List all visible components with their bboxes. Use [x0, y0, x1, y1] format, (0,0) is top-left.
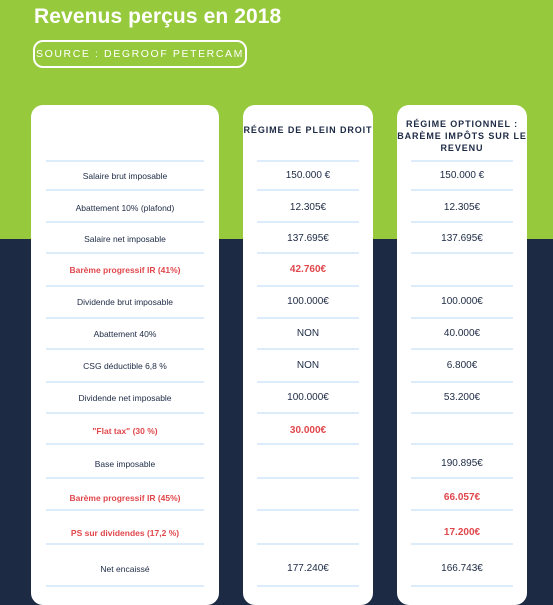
- row-labels-card: [31, 105, 219, 605]
- optionnel-value: 100.000€: [441, 296, 483, 307]
- optionnel-card: [397, 105, 527, 605]
- optionnel-heading: RÉGIME OPTIONNEL : BARÈME IMPÔTS SUR LE REVENU: [397, 119, 527, 153]
- plein-value: 100.000€: [287, 296, 329, 307]
- row-label: PS sur dividendes (17,2 %): [70, 528, 180, 538]
- optionnel-value: 66.057€: [443, 492, 481, 503]
- row-label: Salaire net imposable: [84, 234, 166, 244]
- row-label: Barème progressif IR (41%): [69, 265, 181, 275]
- row-divider: [411, 543, 513, 545]
- row-divider: [257, 317, 359, 319]
- row-label: Barème progressif IR (45%): [69, 493, 181, 503]
- plein-droit-card: [243, 105, 373, 605]
- row-divider: [46, 317, 204, 319]
- optionnel-value: 6.800€: [446, 360, 478, 371]
- row-divider: [257, 348, 359, 350]
- row-divider: [411, 252, 513, 254]
- plein-value: 137.695€: [287, 233, 329, 244]
- row-divider: [257, 477, 359, 479]
- plein-value: NON: [296, 328, 320, 339]
- row-label: Base imposable: [94, 459, 156, 469]
- optionnel-value: [397, 260, 527, 280]
- row-divider: [46, 348, 204, 350]
- row-divider: [46, 252, 204, 254]
- row-label: Abattement 10% (plafond): [75, 203, 175, 213]
- optionnel-value: 17.200€: [443, 527, 481, 538]
- row-label: Abattement 40%: [93, 329, 157, 339]
- row-divider: [411, 477, 513, 479]
- plein-value: [243, 454, 373, 474]
- row-divider: [411, 221, 513, 223]
- optionnel-value: 53.200€: [443, 392, 481, 403]
- row-divider: [257, 252, 359, 254]
- row-divider: [46, 160, 204, 162]
- row-divider: [411, 509, 513, 511]
- optionnel-value: 190.895€: [441, 458, 483, 469]
- row-divider: [257, 189, 359, 191]
- plein-value: [243, 488, 373, 508]
- row-divider: [46, 543, 204, 545]
- row-divider: [257, 412, 359, 414]
- row-divider: [257, 443, 359, 445]
- row-divider: [411, 317, 513, 319]
- plein-value: 42.760€: [289, 264, 327, 275]
- row-label: "Flat tax" (30 %): [92, 426, 158, 436]
- row-divider: [257, 509, 359, 511]
- row-label: Dividende net imposable: [78, 393, 172, 403]
- plein-value: 100.000€: [287, 392, 329, 403]
- plein-value: NON: [296, 360, 320, 371]
- plein-value: [243, 523, 373, 543]
- row-label: Dividende brut imposable: [77, 297, 173, 307]
- row-divider: [257, 221, 359, 223]
- row-divider: [46, 381, 204, 383]
- page-title: Revenus perçus en 2018: [34, 5, 282, 28]
- optionnel-value: [397, 421, 527, 441]
- row-divider: [46, 509, 204, 511]
- row-divider: [46, 477, 204, 479]
- optionnel-value: 150.000 €: [439, 170, 485, 181]
- source-badge: SOURCE : DEGROOF PETERCAM: [33, 40, 247, 68]
- row-divider: [411, 189, 513, 191]
- row-divider: [257, 381, 359, 383]
- row-divider: [257, 160, 359, 162]
- row-divider: [411, 285, 513, 287]
- row-divider: [46, 585, 204, 587]
- row-divider: [411, 348, 513, 350]
- row-divider: [411, 443, 513, 445]
- plein-value: 12.305€: [289, 202, 327, 213]
- row-label: Salaire brut imposable: [82, 171, 168, 181]
- row-label: Net encaissé: [100, 564, 150, 574]
- row-divider: [46, 221, 204, 223]
- optionnel-value: 40.000€: [443, 328, 481, 339]
- optionnel-value: 137.695€: [441, 233, 483, 244]
- optionnel-value: 166.743€: [441, 563, 483, 574]
- plein-value: 150.000 €: [285, 170, 331, 181]
- row-divider: [46, 412, 204, 414]
- row-divider: [257, 285, 359, 287]
- row-divider: [257, 543, 359, 545]
- row-divider: [411, 412, 513, 414]
- row-label: CSG déductible 6,8 %: [83, 361, 167, 371]
- row-divider: [46, 189, 204, 191]
- plein-droit-heading: RÉGIME DE PLEIN DROIT: [243, 125, 373, 135]
- row-divider: [411, 160, 513, 162]
- row-divider: [411, 585, 513, 587]
- row-divider: [46, 285, 204, 287]
- row-divider: [46, 443, 204, 445]
- optionnel-value: 12.305€: [443, 202, 481, 213]
- plein-value: 30.000€: [289, 425, 327, 436]
- plein-value: 177.240€: [287, 563, 329, 574]
- row-divider: [257, 585, 359, 587]
- row-divider: [411, 381, 513, 383]
